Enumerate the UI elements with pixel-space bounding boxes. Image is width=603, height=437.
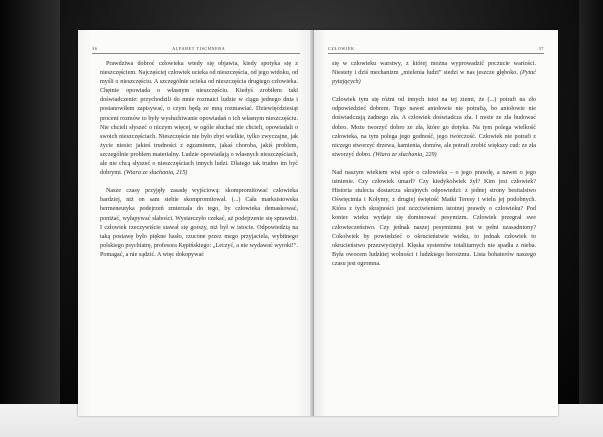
right-running-head: CZŁOWIEK: [328, 46, 355, 51]
left-page-header: [92, 46, 300, 54]
left-page-number: 36: [92, 46, 98, 51]
right-paragraph-1: się w człowieku warstwy, z której można wyprowadzić poczucie wartości. Niestety i dziś mechanizm „mielenia ludzi” siedzi w nas jeszcze głęboko. (Pytać pytających): [332, 61, 536, 86]
left-scan-shadow: [0, 0, 60, 437]
citation: (Wiara ze słuchania, 215): [123, 170, 188, 177]
right-paragraph-3: Nad naszym wiekiem wisi spór o człowieka – o jego prawdę, a nawet o jego istnienie. Czy człowiek umarł? Czy kiedykolwiek żył? Kim jest człowiek? Historia stulecia dostarcza skrajnych odpowiedzi: z jednej strony bestialstwo Oświęcimia i Kołymy, z drugiej świętość Matki Teresy i wielu jej podobnych. Która z tych skrajności jest uczciwieniem istotnej prawdy o człowieku? Pod koniec wieku wydaje się dominować pesymizm. Człowiek przegrał swe człowieczeństwo. Czy jednak naszej pesymizmu jest w pełni uzasadniony? Cokolwiek by powiedzieć o okrucieństwie wieku, to jednak człowiek to okrucieństwo przezwyciężył. Klęska systemów totalitarnych nie spadła z nieba. Była owocem ludzkiej wolności i ludzkiego heroizmu. Lista bohaterów naszego czasu jest ogromna.: [332, 169, 536, 267]
right-page-header: [328, 46, 544, 54]
left-paragraph-2: Nasze czasy przyjęły zasadę wyjściową: skompromitować człowieka bardziej, niż on sam siebie skompromitował. (...) Cała marksistowska hermeneutyka podejrzeń zmierzała do tego, by człowieka demaskować, poniżać, wyłapywać słabości. Wystarczyło czekać, aż podejrzenie się sprawdzi. I człowiek rzeczywiście stawał się gorszy, niż był w istocie. Odpowiedzią na taką postawę było piękne hasło, rzucone przez mego przyjaciela, wybitnego polskiego psychiatrę, profesora Kępińskiego: „Leczyć, a nie wydawać wyroki!”. Pomagać, a nie sądzić. A więc dokopywać: [100, 188, 298, 258]
left-paragraph-1: Prawdziwa dobroć człowieka wtedy się objawia, kiedy spotyka się z nieszczęściem. Najczęściej człowiek ucieka od nieszczęścia, od jego widoku, od myśli o nieszczęściu. A szczególnie ucieka od nieszczęścia drugiego człowieka. Chętnie opowiada o własnym nieszczęściu. Kiedyś zrobiłem taki doświadczenie: przychodzili do mnie rozmaici ludzie w ciągu jednego dnia i postanowiłem zapisywać, o czym będą ze mną rozmawiać. Dziewięćdziesiąt procent rozmów to były wysłuchiwanie opowiadań o ich własnym nieszczęściu. Nie chcieli słyszeć o niczym więcej, w ogóle słuchać nie chcieli, opowiadali o swoich nieszczęściach. Nieszczęście nie było zbyt wielkie, tylko zwyczajne, jak życie niesie: jakieś trudności z egzaminem, jakaś choroba, jakiś problem, szczególnie problem materialny. Ludzie opowiadają o własnych nieszczęściach, ale nie chcą słyszeć o nieszczęściach innych ludzi. Dlatego tak trudno im być dobrymi. (Wiara ze słuchania, 215): [100, 61, 298, 177]
citation: (Wiara ze słuchania, 229): [373, 151, 437, 158]
right-page: [314, 30, 558, 416]
citation: (Pytać pytających): [332, 70, 536, 86]
right-scan-shadow: [579, 0, 603, 437]
right-page-number: 37: [538, 46, 544, 51]
left-page-body: [100, 60, 298, 269]
left-page: [78, 30, 314, 416]
right-page-body: [332, 60, 536, 278]
right-paragraph-2: Człowiek tym się różni od innych istot na tej ziemi, że (...) potrafi na zło odpowiedzieć dobrem. Tego nawet aniołowie nie potrafią, bo aniołowie nie doświadczają żadnego zła. A człowiek doświadcza zła. I może ze zła budować dobro. Może tworzyć dobro ze zła, które go dotyka. Na tym polega wielkość człowieka, na tym polega jego godność, jego twórczość. Człowiek nie potrafi z niczego stworzyć drzewa, kamienia, domów, ale potrafi zrobić większy cud: ze zła stworzyć dobro. (Wiara ze słuchania, 229): [332, 97, 536, 158]
left-running-head: ALFABET TISCHNERA: [172, 46, 226, 51]
